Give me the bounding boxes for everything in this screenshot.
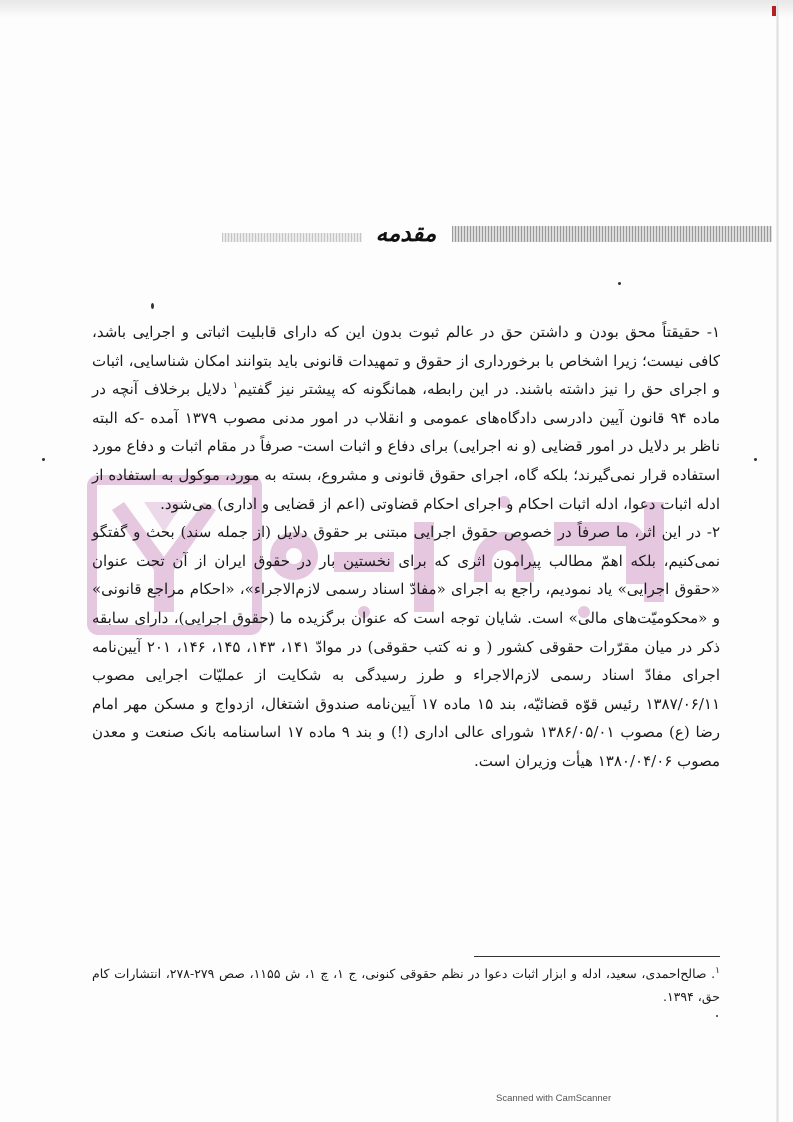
paragraph-2: ۲- در این اثر، ما صرفاً در خصوص حقوق اجرایی مبتنی بر حقوق دلایل (از جمله سند) بحث و گفتگو نمی‌کنیم، بلکه اهمّ مطالب پیرامون اثری که برای نخستین بار در حقوق ایران از آن تحت عنوان «حقوق اجرایی» یاد نمودیم، راجع به اجرای «مفادّ اسناد رسمی لازم‌الاجراء»، «احکام مراجع قانونی» و «محکومیّت‌های مالی» است. شایان توجه است که عنوان برگزیده ما (حقوق اجرایی)، دارای سابقه ذکر در میان مقرّرات حقوقی کشور ( و نه کتب حقوقی) در موادّ ۱۴۱، ۱۴۳، ۱۴۵، ۱۴۶، ۲۰۱ آیین‌نامه اجرای مفادّ اسناد رسمی لازم‌الاجراء و طرز رسیدگی به شکایت از عملیّات اجرایی مصوب ۱۳۸۷/۰۶/۱۱ رئیس قوّه قضائیّه، بند ۱۵ ماده ۱۷ آیین‌نامه صندوق اشتغال، ازدواج و مسکن مهر امام رضا (ع) مصوب ۱۳۸۶/۰۵/۰۱ شورای عالی اداری (!) و بند ۹ ماده ۱۷ اساسنامه بانک صنعت و معدن مصوب ۱۳۸۰/۰۴/۰۶ هیأت وزیران است. [92, 523, 721, 770]
scan-edge-mark [772, 6, 776, 16]
chapter-header-band-faint [222, 233, 362, 242]
chapter-header-band [452, 226, 772, 242]
paragraph-1-text: ۱- حقیقتاً محق بودن و داشتن حق در عالم ثبوت بدون این که دارای قابلیت اثباتی و اجرایی باشد، کافی نیست؛ زیرا اشخاص با برخورداری از حقوق و تمهیدات قانونی باید بتوانند امکان شناسایی، اثبات و اجرای حق را نیز داشته باشند. در این رابطه، همانگونه که پیشتر نیز گفتیم [92, 323, 720, 399]
footnote [92, 962, 720, 1008]
main-text [92, 318, 720, 776]
scan-speck [754, 458, 757, 461]
footnote-reference: ۱ [232, 381, 238, 392]
footnote-marker: ۱ [715, 965, 720, 976]
footnote-separator [474, 956, 720, 957]
paragraph-1-rest: دلایل برخلاف آنچه در ماده ۹۴ قانون آیین دادرسی دادگاه‌های عمومی و انقلاب در امور مدنی مصوب ۱۳۷۹ آمده -که البته ناظر بر دلایل در امور قضایی (و نه اجرایی) برای دفاع و اثبات است- صرفاً در مقام اثبات و دفاع مورد استفاده قرار نمی‌گیرند؛ بلکه گاه، اجرای حقوق قانونی و مشروع، بسته به مورد، موکول به استفاده از ادله اثبات دعوا، ادله اثبات احکام و اجرای احکام قضاوتی (اعم از قضایی و اداری) می‌شود. [92, 380, 720, 513]
paragraph-1 [92, 318, 720, 518]
page-right-edge [776, 0, 779, 1122]
footnote-text: . صالح‌احمدی، سعید، ادله و ابزار اثبات دعوا در نظم حقوقی کنونی، ج ۱، چ ۱، ش ۱۱۵۵، صص ۲۷۹-۲۷۸، انتشارات کام حق، ۱۳۹۴. [92, 966, 720, 1004]
scanner-label: Scanned with CamScanner [496, 1093, 612, 1104]
scan-speck [716, 1015, 718, 1017]
scan-speck [42, 458, 45, 461]
chapter-title: مقدمه [375, 220, 437, 247]
scan-speck [151, 303, 154, 309]
scan-top-shadow [0, 0, 793, 18]
scan-speck [618, 282, 621, 285]
